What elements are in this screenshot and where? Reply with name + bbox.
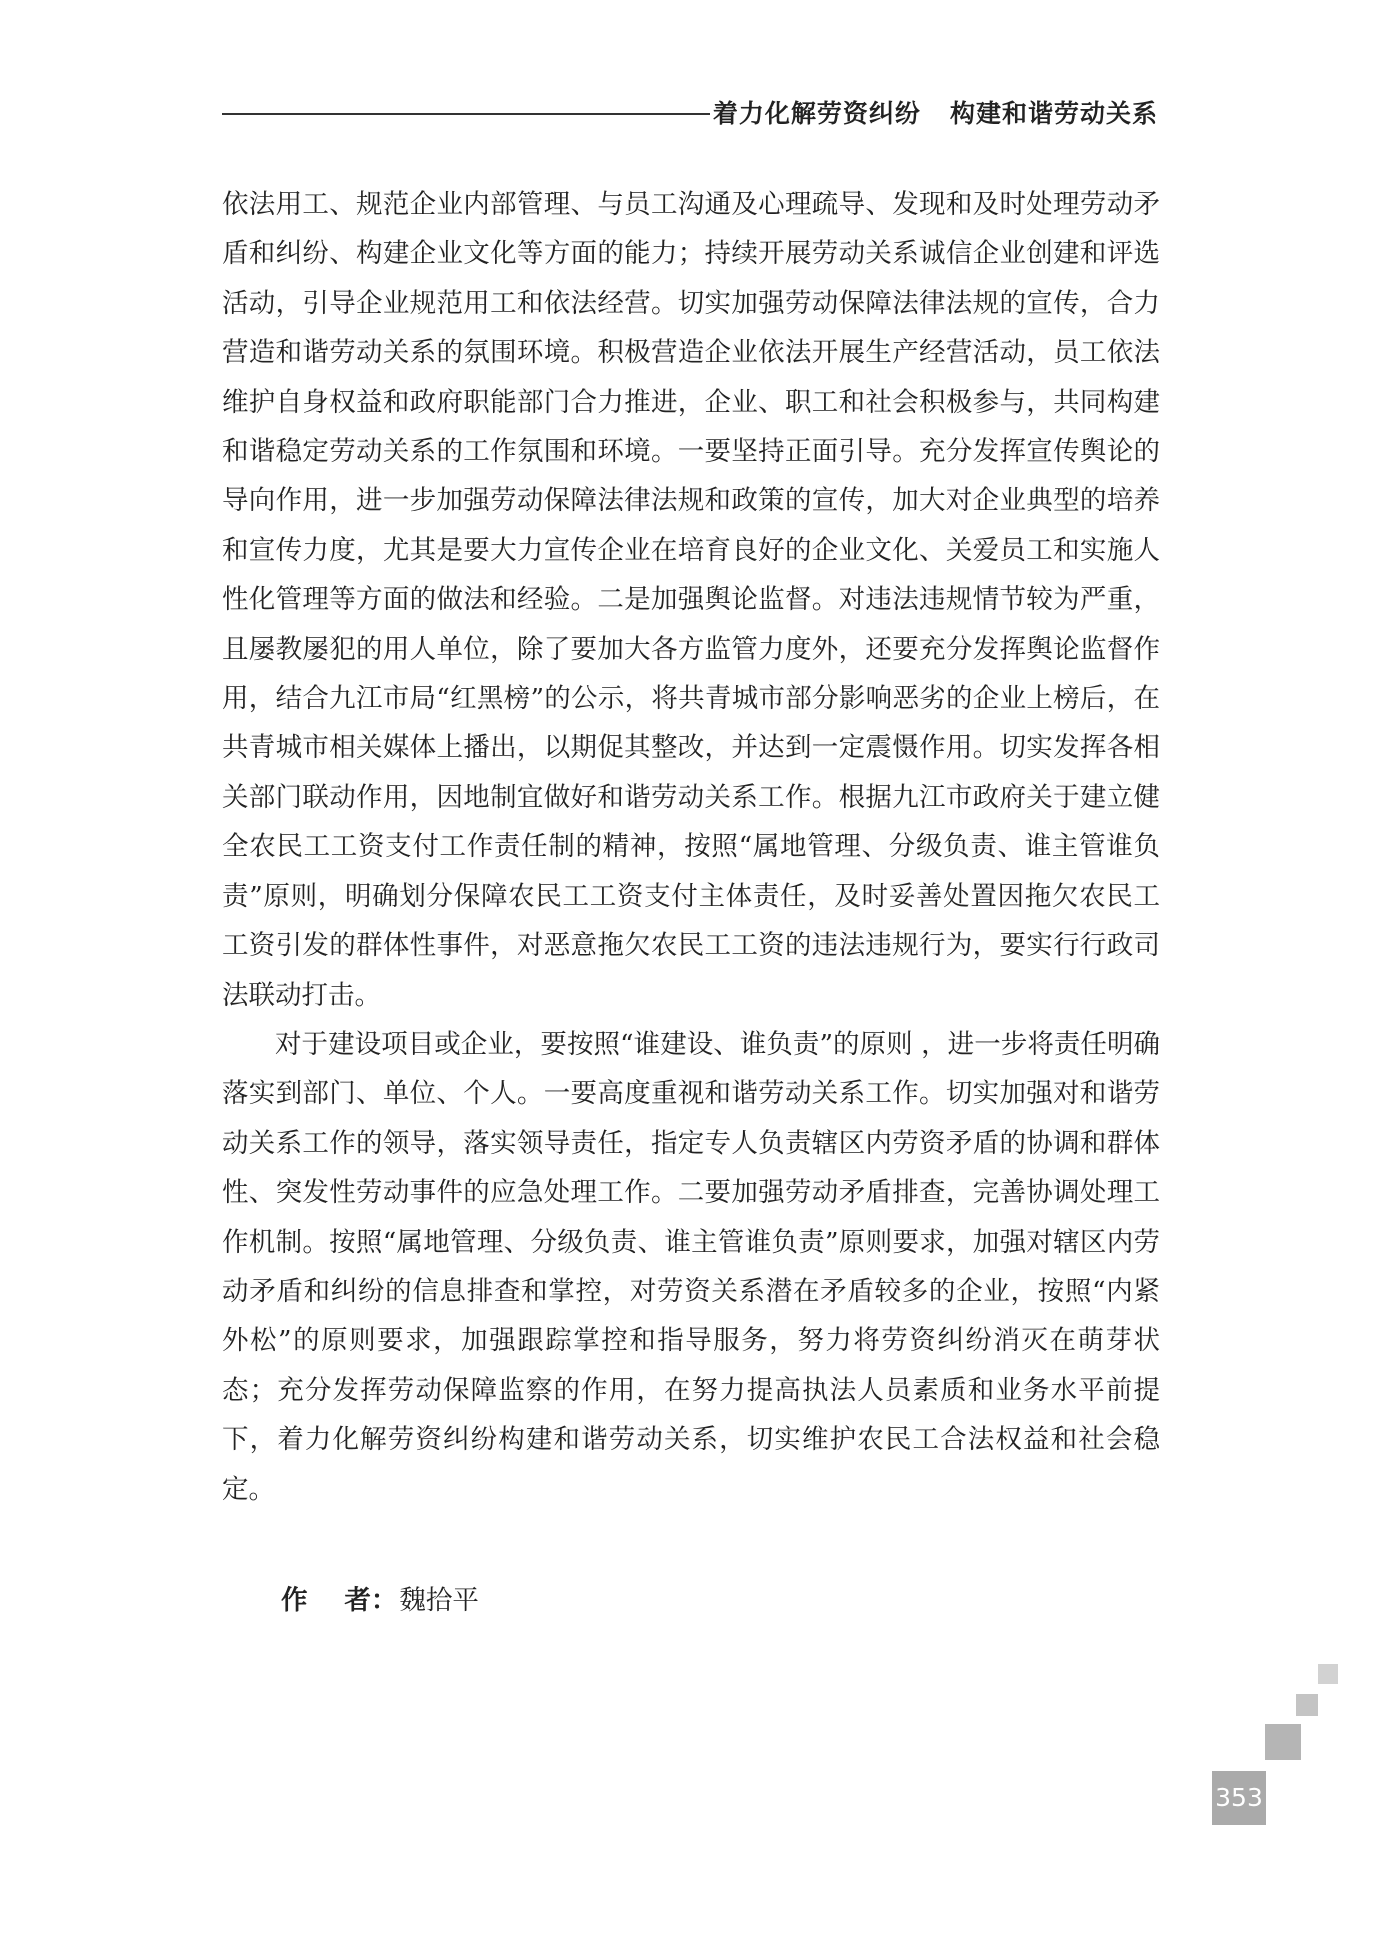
decorative-square-medium xyxy=(1296,1694,1318,1716)
author-line xyxy=(281,1578,479,1617)
author-name: 魏拾平 xyxy=(399,1585,479,1616)
decorative-square-large xyxy=(1265,1724,1301,1760)
author-label: 作 者： xyxy=(281,1585,398,1616)
paragraph-1: 依法用工、规范企业内部管理、与员工沟通及心理疏导、发现和及时处理劳动矛盾和纠纷、构建企业文化等方面的能力；持续开展劳动关系诚信企业创建和评选活动，引导企业规范用工和依法经营。切实加强劳动保障法律法规的宣传，合力营造和谐劳动关系的氛围环境。积极营造企业依法开展生产经营活动，员工依法维护自身权益和政府职能部门合力推进，企业、职工和社会积极参与，共同构建和谐稳定劳动关系的工作氛围和环境。一要坚持正面引导。充分发挥宣传舆论的导向作用，进一步加强劳动保障法律法规和政策的宣传，加大对企业典型的培养和宣传力度，尤其是要大力宣传企业在培育良好的企业文化、关爱员工和实施人性化管理等方面的做法和经验。二是加强舆论监督。对违法违规情节较为严重，且屡教屡犯的用人单位，除了要加大各方监管力度外，还要充分发挥舆论监督作用，结合九江市局“红黑榜”的公示，将共青城市部分影响恶劣的企业上榜后，在共青城市相关媒体上播出，以期促其整改，并达到一定震慑作用。切实发挥各相关部门联动作用，因地制宜做好和谐劳动关系工作。根据九江市政府关于建立健全农民工工资支付工作责任制的精神，按照“属地管理、分级负责、谁主管谁负责”原则，明确划分保障农民工工资支付主体责任，及时妥善处置因拖欠农民工工资引发的群体性事件，对恶意拖欠农民工工资的违法违规行为，要实行行政司法联动打击。 xyxy=(222,189,1160,1011)
paragraph-2: 对于建设项目或企业，要按照“谁建设、谁负责”的原则 ，进一步将责任明确落实到部门、单位、个人。一要高度重视和谐劳动关系工作。切实加强对和谐劳动关系工作的领导，落实领导责任，指定专人负责辖区内劳资矛盾的协调和群体性、突发性劳动事件的应急处理工作。二要加强劳动矛盾排查，完善协调处理工作机制。按照“属地管理、分级负责、谁主管谁负责”原则要求，加强对辖区内劳动矛盾和纠纷的信息排查和掌控，对劳资关系潜在矛盾较多的企业，按照“内紧外松”的原则要求，加强跟踪掌控和指导服务，努力将劳资纠纷消灭在萌芽状态；充分发挥劳动保障监察的作用，在努力提高执法人员素质和业务水平前提下，着力化解劳资纠纷构建和谐劳动关系，切实维护农民工合法权益和社会稳定。 xyxy=(222,1028,1160,1505)
decorative-square-small xyxy=(1318,1664,1338,1684)
body-text xyxy=(222,180,1160,1514)
page-number: 353 xyxy=(1212,1771,1266,1825)
header-rule xyxy=(222,113,710,115)
running-head-title: 着力化解劳资纠纷 构建和谐劳动关系 xyxy=(712,99,1158,128)
